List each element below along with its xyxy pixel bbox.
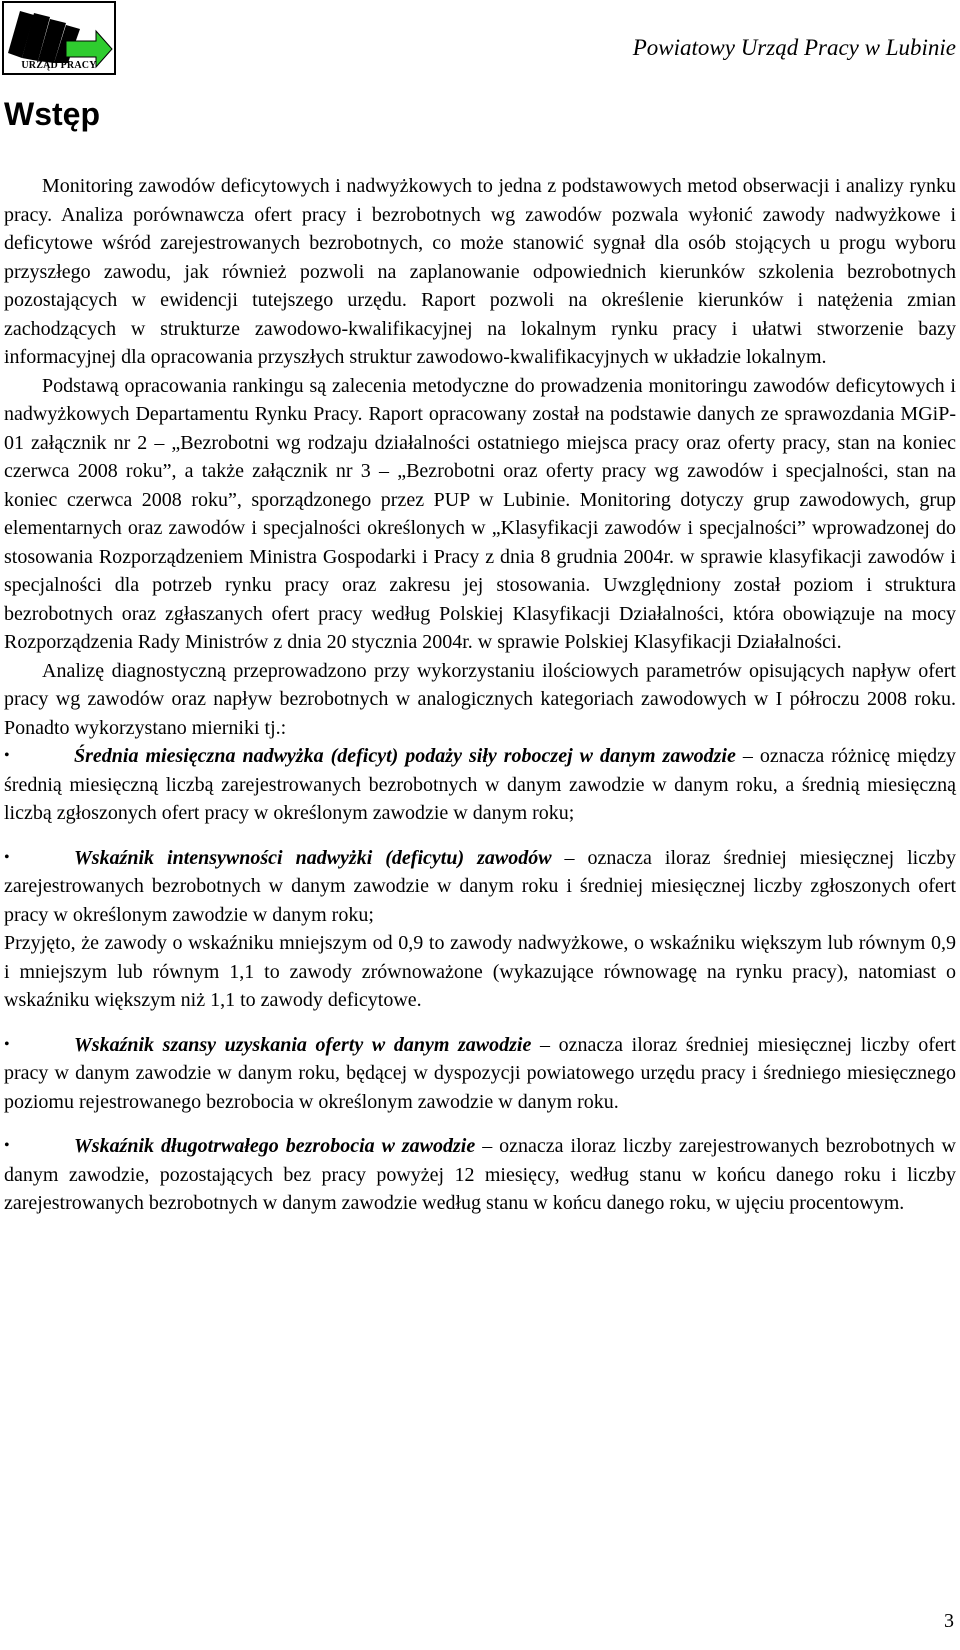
paragraph-thresholds: Przyjęto, że zawody o wskaźniku mniejszym od 0,9 to zawody nadwyżkowe, o wskaźniku większym lub równym 0,9 i mniejszym lub równym 1,1 to zawody zrównoważone (wykazujące równowagę na rynku pracy), natomiast o wskaźniku większym niż 1,1 to zawody deficytowe. [4, 932, 956, 1011]
bullet-term: Wskaźnik szansy uzyskania oferty w danym zawodzie [74, 1033, 532, 1056]
paragraph-analysis: Analizę diagnostyczną przeprowadzono przy wykorzystaniu ilościowych parametrów opisujących napływ ofert pracy wg zawodów oraz napływ bezrobotnych w analogicznych kategoriach zawodowych w I półroczu 2008 roku. Ponadto wykorzystano mierniki tj.: [4, 659, 956, 739]
list-item-bullet-4 [4, 1132, 956, 1218]
list-item-bullet-1 [4, 742, 956, 828]
bullet-icon: • [4, 1137, 10, 1154]
office-logo [2, 1, 116, 75]
paragraph-intro: Monitoring zawodów deficytowych i nadwyżkowych to jedna z podstawowych metod obserwacji i analizy rynku pracy. Analiza porównawcza ofert pracy i bezrobotnych wg zawodów pozwala wyłonić zawody nadwyżkowe i deficytowe wśród zarejestrowanych bezrobotnych, co może stanowić sygnał dla osób stojących u progu wyboru przyszłego zawodu, jak również pozwoli na zaplanowanie odpowiednich kierunków szkolenia bezrobotnych pozostających w ewidencji tutejszego urzędu. Raport pozwoli na określenie kierunków i natężenia zmian zachodzących w strukturze zawodowo-kwalifikacyjnej na lokalnym rynku pracy i ułatwi stworzenie bazy informacyjnej dla opracowania przyszłych struktur zawodowo-kwalifikacyjnych w układzie lokalnym. [4, 175, 956, 368]
list-item-bullet-3 [4, 1031, 956, 1117]
bullet-icon: • [4, 747, 10, 764]
bullet-icon: • [4, 848, 10, 866]
logo-text: URZĄD PRACY [21, 60, 97, 71]
bullet-text: – oznacza iloraz liczby zarejestrowanych bezrobotnych w danym zawodzie, pozostających bez pracy powyżej 12 miesięcy, według stanu w końcu danego roku i liczby zarejestrowanych bezrobotnych w danym zawodzie według stanu w końcu danego roku, w ujęciu procentowym. [4, 1135, 956, 1214]
bullet-term: Wskaźnik długotrwałego bezrobocia w zawodzie [74, 1135, 476, 1157]
bullet-text: – oznacza różnicę między średnią miesięczną liczbą zarejestrowanych bezrobotnych w danym zawodzie w danym roku, a średnią miesięczną liczbą zgłoszonych ofert pracy w określonym zawodzie w danym roku; [4, 745, 956, 824]
bullet-term: Średnia miesięczna nadwyżka (deficyt) podaży siły roboczej w danym zawodzie [74, 745, 736, 767]
page-title: Wstęp [4, 96, 100, 132]
bullet-icon: • [4, 1035, 10, 1053]
document-body [4, 172, 956, 1218]
bullet-text: – oznacza iloraz średniej miesięcznej liczby zarejestrowanych bezrobotnych w danym zawodzie w danym roku i średniej miesięcznej liczby zgłoszonych ofert pracy w określonym zawodzie w danym roku; [4, 846, 956, 926]
office-name-header: Powiatowy Urząd Pracy w Lubinie [632, 35, 956, 60]
bullet-term: Wskaźnik intensywności nadwyżki (deficytu) zawodów [74, 846, 552, 869]
list-item-bullet-2 [4, 844, 956, 930]
page-number: 3 [944, 1610, 954, 1632]
paragraph-basis: Podstawą opracowania rankingu są zalecenia metodyczne do prowadzenia monitoringu zawodów deficytowych i nadwyżkowych Departamentu Rynku Pracy. Raport opracowany został na podstawie danych ze sprawozdania MGiP-01 załącznik nr 2 – „Bezrobotni wg rodzaju działalności ostatniego miejsca pracy oraz oferty pracy, stan na koniec czerwca 2008 roku”, a także załącznik nr 3 – „Bezrobotni oraz oferty pracy wg zawodów i specjalności, stan na koniec czerwca 2008 roku”, sporządzonego przez PUP w Lubinie. Monitoring dotyczy grup zawodowych, grup elementarnych oraz zawodów i specjalności określonych w „Klasyfikacji zawodów i specjalności” wprowadzonej do stosowania Rozporządzeniem Ministra Gospodarki i Pracy z dnia 8 grudnia 2004r. w sprawie klasyfikacji zawodów i specjalności dla potrzeb rynku pracy oraz zakresu jej stosowania. Uwzględniony został poziom i struktura bezrobotnych oraz zgłaszanych ofert pracy według Polskiej Klasyfikacji Działalności, która obowiązuje na mocy Rozporządzenia Rady Ministrów z dnia 20 stycznia 2004r. w sprawie Polskiej Klasyfikacji Działalności. [4, 374, 956, 653]
bullet-text: – oznacza iloraz średniej miesięcznej liczby ofert pracy w danym zawodzie w danym roku, będącej w dyspozycji powiatowego urzędu pracy i średniego miesięcznego poziomu rejestrowanego bezrobocia w określonym zawodzie w danym roku. [4, 1033, 956, 1113]
